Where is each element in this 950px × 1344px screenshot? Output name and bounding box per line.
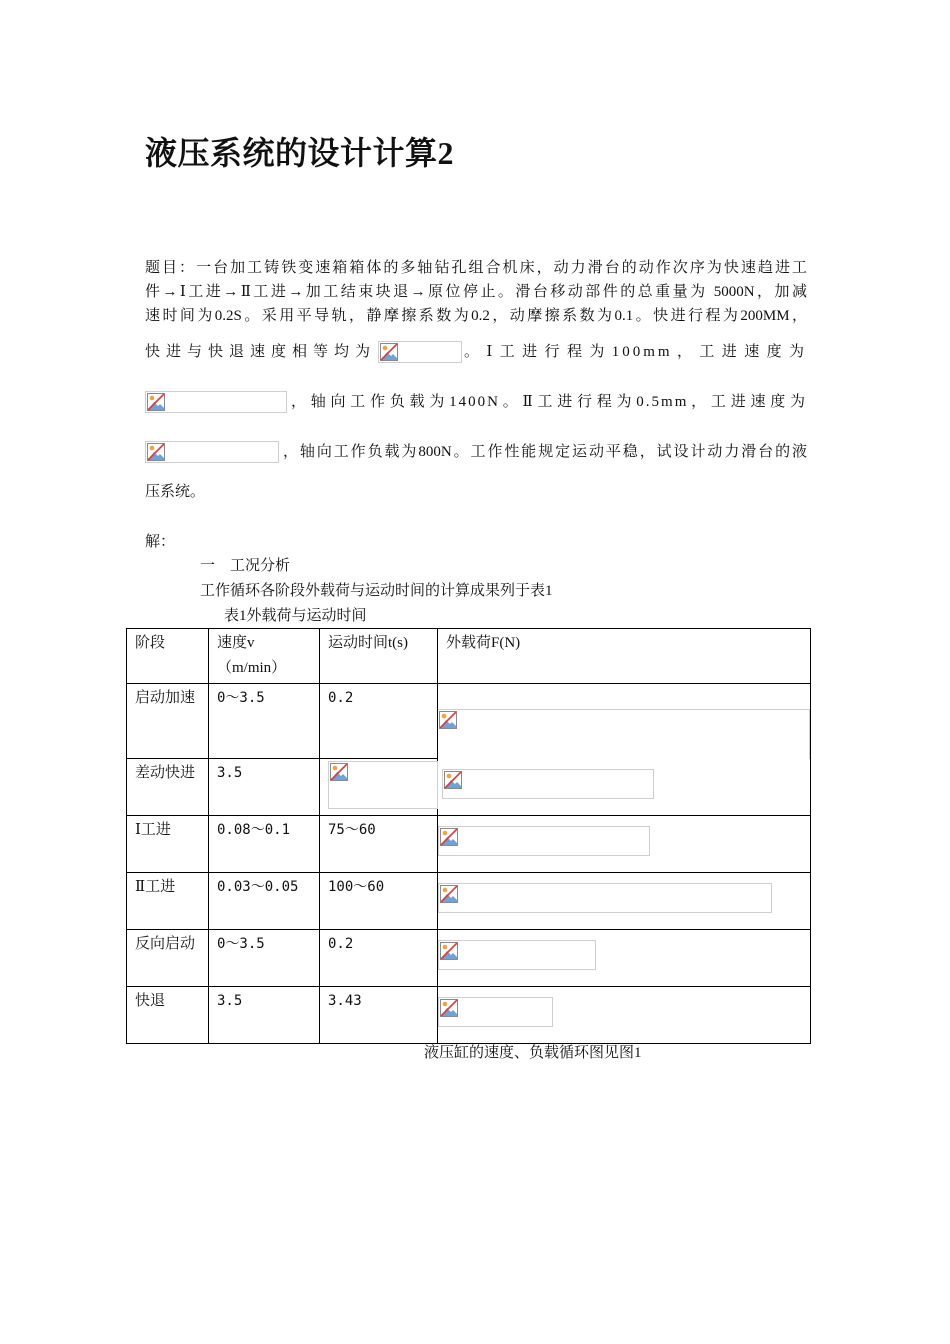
cell-load: [438, 759, 811, 816]
table-row: [127, 930, 811, 987]
broken-image-icon: [440, 885, 458, 903]
table-header-row: [127, 629, 811, 684]
cell-stage: 差动快进: [127, 759, 209, 816]
problem-line-6-row: [145, 440, 807, 464]
cell-stage: Ⅱ工进: [127, 873, 209, 930]
table-row: [127, 759, 811, 816]
formula-image-placeholder: [438, 883, 772, 913]
formula-image-placeholder: [438, 826, 650, 856]
table-row: [127, 684, 811, 759]
problem-line-6: ，轴向工作负载为800N。工作性能规定运动平稳，试设计动力滑台的液: [283, 444, 807, 460]
figure-note: 液压缸的速度、负载循环图见图1: [424, 1045, 642, 1061]
cell-stage: 快退: [127, 987, 209, 1044]
problem-line-7: 压系统。: [145, 484, 206, 500]
problem-line-2: 件→Ⅰ工进→Ⅱ工进→加工结束块退→原位停止。滑台移动部件的总重量为 5000N，加减: [145, 284, 807, 300]
header-time: 运动时间t(s): [320, 629, 438, 684]
broken-image-icon: [440, 942, 458, 960]
table-row: [127, 987, 811, 1044]
cell-time: 0.2: [320, 930, 438, 987]
problem-line-1: 题目：一台加工铸铁变速箱箱体的多轴钻孔组合机床，动力滑台的动作次序为快速趋进工: [145, 260, 807, 276]
formula-image-placeholder: [145, 391, 287, 413]
broken-image-icon: [440, 999, 458, 1017]
header-load: 外载荷F(N): [438, 629, 811, 684]
table-row: [127, 816, 811, 873]
problem-line-4b: 。Ⅰ工进行程为100mm，工进速度为: [464, 344, 807, 360]
table-caption: 表1外载荷与运动时间: [224, 608, 367, 624]
cell-time: 100～60: [320, 873, 438, 930]
cell-speed: 3.5: [209, 987, 320, 1044]
cell-load: [438, 684, 811, 759]
cell-stage: 启动加速: [127, 684, 209, 759]
problem-paragraph: [145, 256, 807, 328]
formula-image-placeholder: [438, 940, 596, 970]
formula-image-placeholder: [442, 769, 654, 799]
cell-time: [320, 759, 438, 816]
cell-load: [438, 987, 811, 1044]
cell-speed: 3.5: [209, 759, 320, 816]
problem-line-3: 速时间为0.2S。采用平导轨，静摩擦系数为0.2，动摩擦系数为0.1。快进行程为200MM，: [145, 308, 807, 324]
solution-label: 解：: [145, 534, 176, 550]
section-heading: 一 工况分析: [200, 558, 291, 574]
cell-stage: Ⅰ工进: [127, 816, 209, 873]
cell-load: [438, 816, 811, 873]
table-intro: 工作循环各阶段外载荷与运动时间的计算成果列于表1: [200, 583, 553, 599]
problem-line-5-row: [145, 390, 807, 414]
header-speed: 速度v（m/min）: [209, 629, 320, 684]
formula-image-placeholder: [145, 441, 279, 463]
problem-line-4a: 快进与快退速度相等均为: [145, 344, 377, 360]
cell-time: 0.2: [320, 684, 438, 759]
cell-load: [438, 873, 811, 930]
broken-image-icon: [440, 828, 458, 846]
cell-speed: 0.03～0.05: [209, 873, 320, 930]
document-title: 液压系统的设计计算2: [145, 135, 455, 171]
broken-image-icon: [444, 771, 462, 789]
cell-speed: 0.08～0.1: [209, 816, 320, 873]
broken-image-icon: [330, 763, 348, 781]
formula-image-placeholder: [328, 761, 438, 809]
broken-image-icon: [439, 711, 457, 729]
broken-image-icon: [380, 343, 398, 361]
cell-speed: 0～3.5: [209, 930, 320, 987]
header-stage: 阶段: [127, 629, 209, 684]
problem-line-4-row: [145, 340, 807, 364]
load-time-table: [126, 628, 811, 1044]
cell-time: 75～60: [320, 816, 438, 873]
cell-speed: 0～3.5: [209, 684, 320, 759]
cell-stage: 反向启动: [127, 930, 209, 987]
problem-line-5: ，轴向工作负载为1400N。Ⅱ工进行程为0.5mm，工进速度为: [291, 394, 807, 410]
formula-image-placeholder: [438, 709, 810, 759]
cell-time: 3.43: [320, 987, 438, 1044]
cell-load: [438, 930, 811, 987]
table-row: [127, 873, 811, 930]
broken-image-icon: [147, 443, 165, 461]
formula-image-placeholder: [378, 341, 462, 363]
formula-image-placeholder: [438, 997, 553, 1027]
broken-image-icon: [147, 393, 165, 411]
